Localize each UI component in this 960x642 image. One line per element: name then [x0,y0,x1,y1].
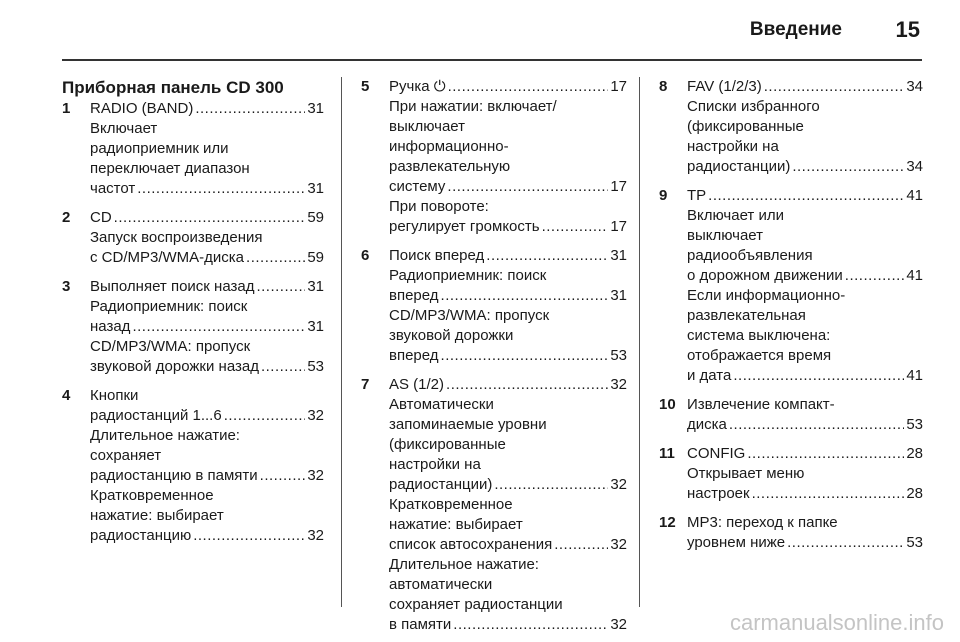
column-divider [639,77,640,607]
page-reference[interactable]: 34 [906,158,923,175]
entry-line [687,484,923,504]
dot-leader [447,177,608,197]
entry-line [90,357,324,377]
entry-text: регулирует громкость [389,218,540,235]
dot-leader [764,77,905,97]
entry-line [687,444,923,464]
entry-text: нажатие: выбирает [90,507,224,524]
entry-text: вперед [389,287,439,304]
entry-text: сохраняет радиостанции [389,596,563,613]
page-reference[interactable]: 31 [307,180,324,197]
entry-text: систему [389,178,446,195]
entry-text: (фиксированные [687,118,804,135]
entry-text: Кратковременное [90,487,214,504]
page-reference[interactable]: 32 [307,407,324,424]
entry-number: 5 [361,78,370,95]
page-reference[interactable]: 34 [906,78,923,95]
dot-leader [446,375,608,395]
entry-line [90,446,324,466]
entry-text: CD [90,209,112,226]
page-reference[interactable]: 32 [610,536,627,553]
page-reference[interactable]: 17 [610,218,627,235]
entry-line [90,208,324,228]
entry-text: уровнем ниже [687,534,786,551]
dot-leader [132,317,305,337]
entry-line [90,317,324,337]
entry-line [389,157,627,177]
index-entry [62,277,324,377]
entry-text: развлекательную [389,158,511,175]
entry-line [687,346,923,366]
column-1 [62,77,324,555]
column-2 [361,77,627,642]
entry-text: Длительное нажатие: [90,427,240,444]
entry-line [90,119,324,139]
entry-line [389,615,627,635]
entry-text: Радиоприемник: поиск [90,298,248,315]
entry-number: 7 [361,376,370,393]
entry-number: 11 [659,445,675,462]
entry-line [389,346,627,366]
dot-leader [193,526,305,546]
entry-line [687,186,923,206]
dot-leader [792,157,904,177]
page-reference[interactable]: 59 [307,209,324,226]
entry-line [90,526,324,546]
entry-text: FAV (1/2/3) [687,78,762,95]
dot-leader [787,533,904,553]
entry-text: MP3: переход к папке [687,514,838,531]
section-title: Приборная панель CD 300 [62,78,284,97]
page-reference[interactable]: 53 [610,347,627,364]
entry-line [687,286,923,306]
entry-text: звуковой дорожки [389,327,514,344]
entry-text: CD/MP3/WMA: пропуск [90,338,251,355]
entry-line [389,455,627,475]
entry-text: система выключена: [687,327,831,344]
entry-text: о дорожном движении [687,267,843,284]
page-reference[interactable]: 32 [307,467,324,484]
dot-leader [246,248,305,268]
dot-leader [845,266,905,286]
index-entry [361,77,627,237]
entry-text: Кратковременное [389,496,513,513]
entry-line [389,515,627,535]
entry-text: При повороте: [389,198,489,215]
entry-line [90,386,324,406]
entry-line [389,415,627,435]
entry-line [687,464,923,484]
dot-leader [747,444,904,464]
entry-line [90,99,324,119]
dot-leader [441,346,609,366]
entry-line [687,415,923,435]
entry-text: Кнопки [90,387,139,404]
entry-text: и дата [687,367,732,384]
dot-leader [256,277,305,297]
entry-line [389,266,627,286]
page-reference[interactable]: 17 [610,78,627,95]
entry-text: Открывает меню [687,465,805,482]
entry-text: CD/MP3/WMA: пропуск [389,307,550,324]
page-reference[interactable]: 53 [906,416,923,433]
page-number: 15 [895,17,920,42]
entry-text: AS (1/2) [389,376,445,393]
entry-line [90,486,324,506]
dot-leader [261,357,305,377]
entry-text: развлекательная [687,307,806,324]
entry-text: в памяти [389,616,452,633]
entry-text: список автосохранения [389,536,553,553]
entry-text: Включает [90,120,158,137]
entry-text: Длительное нажатие: [389,556,539,573]
entry-text: RADIO (BAND) [90,100,194,117]
entry-line [389,575,627,595]
entry-line [389,117,627,137]
entry-text: радиоприемник или [90,140,229,157]
dot-leader [260,466,306,486]
page-reference[interactable]: 31 [307,100,324,117]
index-entry [62,99,324,199]
entry-line [687,366,923,386]
page-reference[interactable]: 32 [610,476,627,493]
entry-text: выключает [389,118,466,135]
entry-text: Автоматически [389,396,494,413]
entry-number: 4 [62,387,71,404]
entry-text: Поиск вперед [389,247,485,264]
index-entry [659,186,923,386]
entry-line [90,139,324,159]
entry-text: переключает диапазон [90,160,250,177]
entry-number: 3 [62,278,71,295]
page-reference[interactable]: 31 [307,318,324,335]
entry-line [90,466,324,486]
entry-number: 8 [659,78,668,95]
entry-text: Включает или [687,207,784,224]
entry-text: TP [687,187,707,204]
entry-line [389,286,627,306]
page-reference[interactable]: 41 [906,367,923,384]
entry-line [687,206,923,226]
entry-line [389,326,627,346]
header-divider [62,59,922,61]
entry-text: радиостанций 1...6 [90,407,222,424]
entry-text: Извлечение компакт- [687,396,835,413]
entry-line [389,595,627,615]
entry-text: Выполняет поиск назад [90,278,255,295]
entry-line [90,506,324,526]
entry-line [90,228,324,248]
entry-line [687,157,923,177]
entry-text: (фиксированные [389,436,506,453]
page-reference[interactable]: 31 [610,247,627,264]
dot-leader [708,186,904,206]
entry-line [90,406,324,426]
entry-line [389,197,627,217]
entry-line [389,375,627,395]
entry-text: вперед [389,347,439,364]
index-entry [659,395,923,435]
entry-text: диска [687,416,727,433]
page-reference[interactable]: 53 [307,358,324,375]
index-entry [361,375,627,635]
dot-leader [494,475,608,495]
entry-line [389,217,627,237]
entry-line [90,248,324,268]
entry-text: Если информационно- [687,287,846,304]
entry-number: 6 [361,247,370,264]
entry-line [389,475,627,495]
index-entry [659,77,923,177]
entry-text: с CD/MP3/WMA-диска [90,249,245,266]
entry-text: сохраняет [90,447,162,464]
dot-leader [224,406,306,426]
entry-text: радиостанцию [90,527,192,544]
chapter-title: Введение [749,19,842,40]
index-entry [62,386,324,546]
page-reference[interactable]: 28 [906,445,923,462]
entry-line [90,297,324,317]
entry-text: Запуск воспроизведения [90,229,263,246]
entry-line [687,533,923,553]
dot-leader [486,246,608,266]
entry-line [389,535,627,555]
entry-line [687,97,923,117]
entry-text: радиостанции) [687,158,791,175]
dot-leader [441,286,609,306]
page-reference[interactable]: 28 [906,485,923,502]
entry-text: Списки избранного [687,98,820,115]
entry-line [389,97,627,117]
entry-line [389,246,627,266]
entry-line [389,435,627,455]
index-entry [361,246,627,366]
page-reference[interactable]: 41 [906,187,923,204]
entry-text: радиообъявления [687,247,813,264]
page-reference[interactable]: 31 [307,278,324,295]
entry-line [90,426,324,446]
entry-line [90,179,324,199]
entry-text: нажатие: выбирает [389,516,523,533]
page-reference[interactable]: 32 [307,527,324,544]
entry-line [687,77,923,97]
entry-line [687,246,923,266]
dot-leader [448,77,609,97]
entry-line [687,226,923,246]
page-reference[interactable]: 17 [610,178,627,195]
page-header [0,0,960,62]
entry-text: запоминаемые уровни [389,416,547,433]
entry-line [389,395,627,415]
entry-text: частот [90,180,136,197]
entry-line [687,513,923,533]
page-reference[interactable]: 59 [307,249,324,266]
entry-text: звуковой дорожки назад [90,358,259,375]
entry-text: CONFIG [687,445,746,462]
entry-text: настройки на [687,138,779,155]
page-reference[interactable]: 31 [610,287,627,304]
column-divider [341,77,342,607]
entry-text: информационно- [389,138,509,155]
index-entry [659,444,923,504]
entry-line [389,495,627,515]
entry-text: Радиоприемник: поиск [389,267,547,284]
entry-line [90,277,324,297]
entry-line [389,306,627,326]
entry-line [687,137,923,157]
entry-text: отображается время [687,347,832,364]
entry-number: 10 [659,396,676,413]
entry-text: назад [90,318,131,335]
dot-leader [733,366,904,386]
entry-text: При нажатии: включает/ [389,98,557,115]
watermark-text: carmanualsonline.info [729,610,944,635]
entry-line [687,117,923,137]
entry-line [687,395,923,415]
entry-number: 9 [659,187,668,204]
entry-text: радиостанцию в памяти [90,467,258,484]
entry-text: настройки на [389,456,481,473]
dot-leader [137,179,305,199]
entry-text: настроек [687,485,750,502]
entry-line [687,326,923,346]
entry-line [687,266,923,286]
entry-text: Ручка ⏻ [389,78,446,95]
entry-line [389,177,627,197]
entry-line [90,159,324,179]
entry-number: 12 [659,514,676,531]
page-reference[interactable]: 32 [610,376,627,393]
dot-leader [453,615,608,635]
index-entry [62,208,324,268]
entry-line [389,77,627,97]
page-reference[interactable]: 53 [906,534,923,551]
dot-leader [542,217,609,237]
entry-text: автоматически [389,576,493,593]
dot-leader [729,415,904,435]
entry-text: радиостанции) [389,476,493,493]
entry-text: выключает [687,227,764,244]
entry-number: 1 [62,100,71,117]
page-reference[interactable]: 41 [906,267,923,284]
dot-leader [195,99,305,119]
entry-line [90,337,324,357]
entry-line [687,306,923,326]
dot-leader [114,208,306,228]
entry-line [389,137,627,157]
entry-number: 2 [62,209,71,226]
dot-leader [752,484,905,504]
entry-line [389,555,627,575]
page-reference[interactable]: 32 [610,616,627,633]
index-entry [659,513,923,553]
column-3 [659,77,923,562]
dot-leader [554,535,608,555]
